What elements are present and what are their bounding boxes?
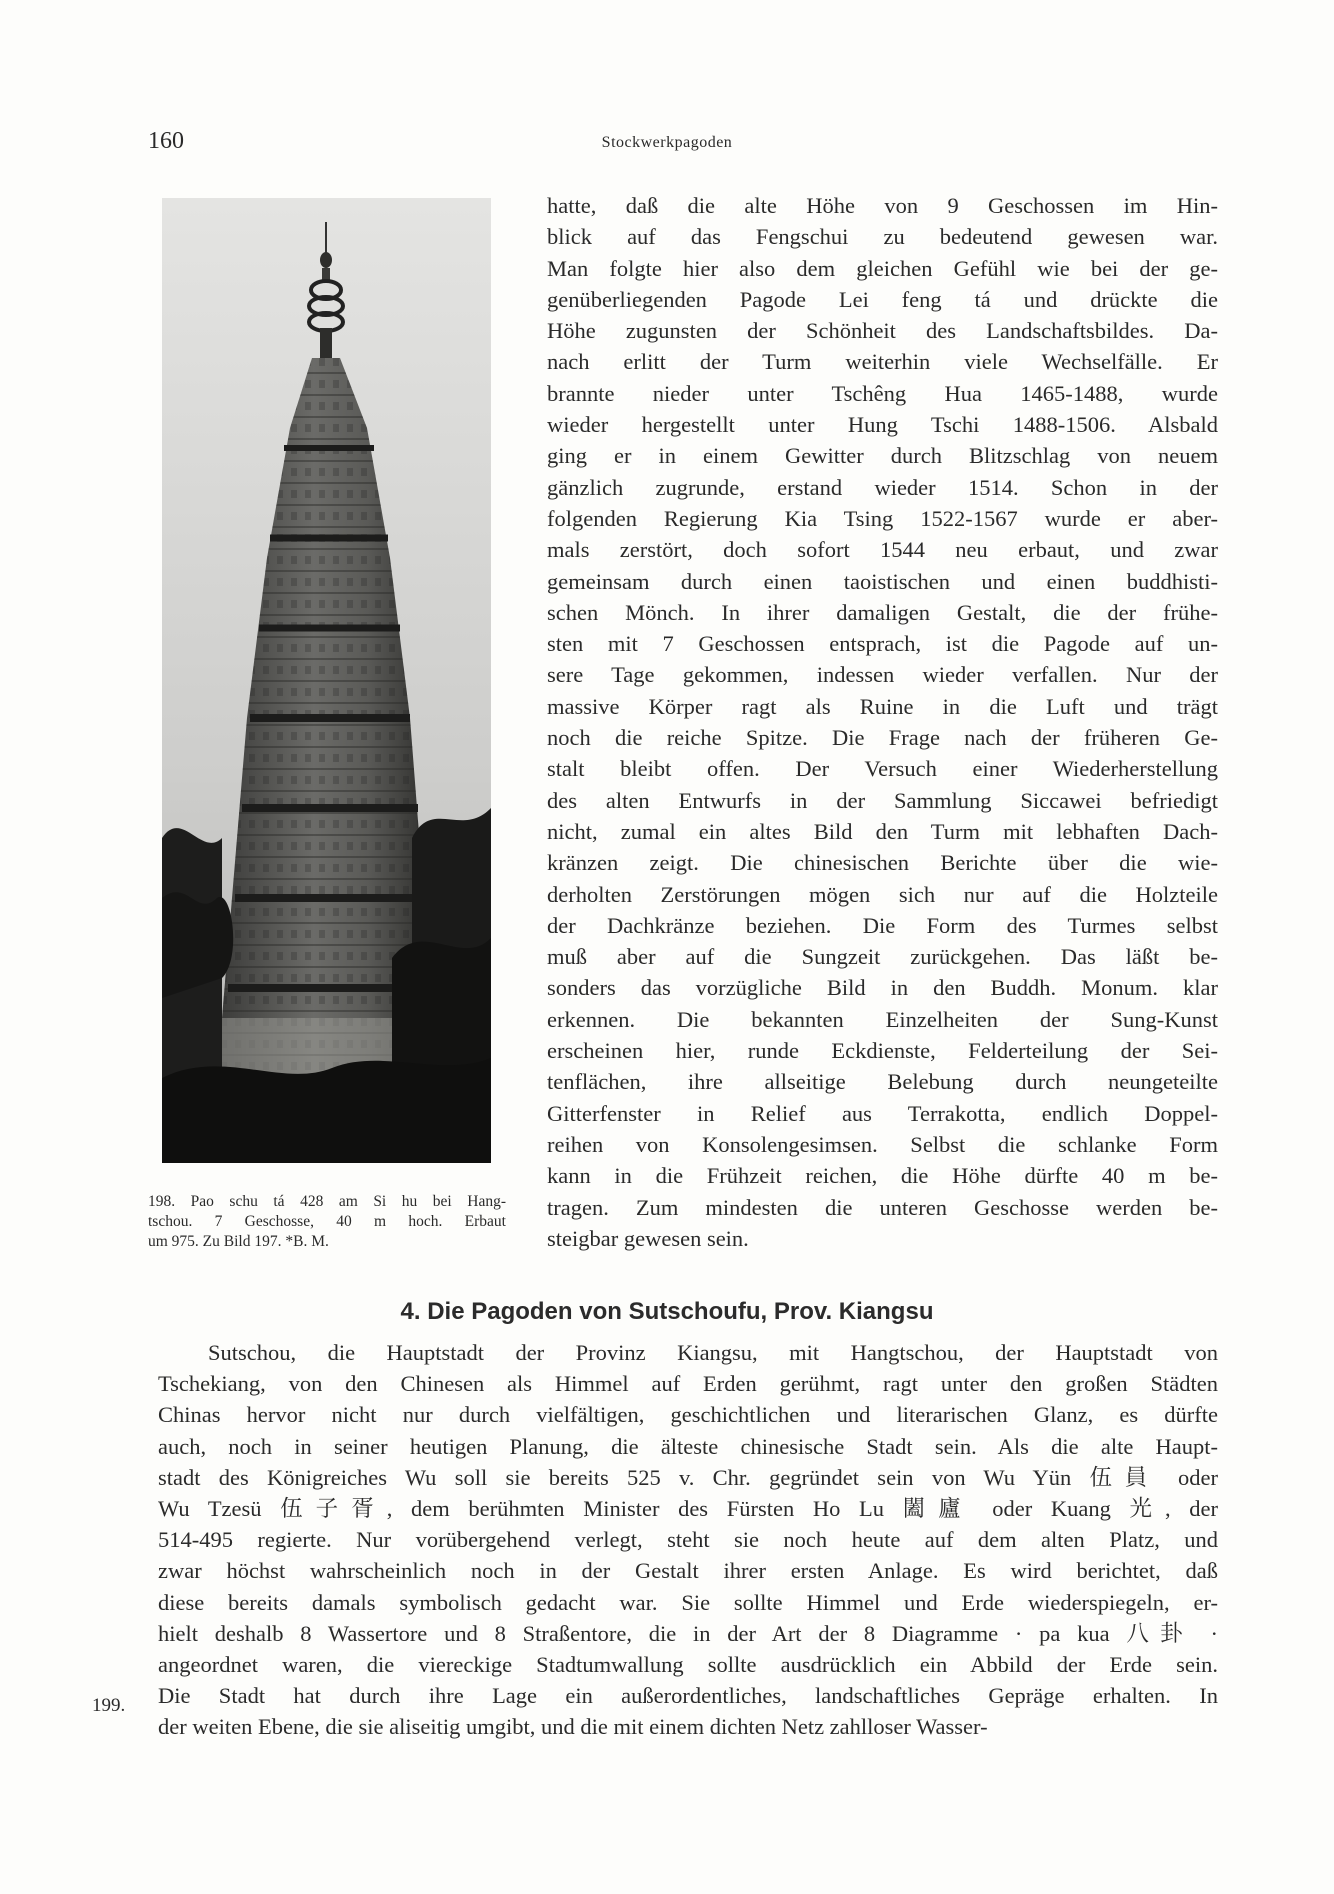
text-line: stadt des Königreiches Wu soll sie bereits 525 v. Chr. gegründet sein von Wu Yün 伍員 oder [158,1464,1218,1490]
text-line: brannte nieder unter Tschêng Hua 1465-1488, wurde [547,380,1218,406]
text-line: nicht, zumal ein altes Bild den Turm mit lebhaften Dach- [547,818,1218,844]
text-line: stalt bleibt offen. Der Versuch einer Wiederherstellung [547,756,1218,782]
caption-line: um 975. Zu Bild 197. *B. M. [148,1233,329,1250]
text-line: zwar höchst wahrscheinlich noch in der Gestalt ihrer ersten Anlage. Es wird berichtet, daß [158,1558,1218,1584]
text-line: sten mit 7 Geschossen entsprach, ist die Pagode auf un- [547,631,1218,657]
text-line: gemeinsam durch einen taoistischen und einen buddhisti- [547,568,1218,594]
text-line: ging er in einem Gewitter durch Blitzschlag von neuem [547,443,1218,469]
page-number: 160 [148,128,184,154]
text-line: erkennen. Die bekannten Einzelheiten der Sung-Kunst [547,1006,1218,1032]
text-line: Man folgte hier also dem gleichen Gefühl wie bei der ge- [547,255,1218,281]
text-line: Höhe zugunsten der Schönheit des Landschaftsbildes. Da- [547,318,1218,344]
text-line: wieder hergestellt unter Hung Tschi 1488-1506. Alsbald [547,412,1218,438]
text-line: schen Mönch. In ihrer damaligen Gestalt, die der frühe- [547,599,1218,625]
text-line: blick auf das Fengschui zu bedeutend gewesen war. [547,224,1218,250]
text-line: Die Stadt hat durch ihre Lage ein außerordentliches, landschaftliches Gepräge erhalten. In [158,1683,1218,1709]
text-line: folgenden Regierung Kia Tsing 1522-1567 wurde er aber- [547,505,1218,531]
margin-figure-reference: 199. [92,1695,126,1716]
figure-caption [148,1192,506,1252]
text-line: nach erlitt der Turm weiterhin viele Wechselfälle. Er [547,349,1218,375]
text-line: erscheinen hier, runde Eckdienste, Felderteilung der Sei- [547,1038,1218,1064]
text-line: Chinas hervor nicht nur durch vielfältigen, geschichtlichen und literarischen Glanz, es dürfte [158,1402,1218,1428]
right-column-text [547,190,1218,1254]
text-line: reihen von Konsolengesimsen. Selbst die schlanke Form [547,1131,1218,1157]
text-line: massive Körper ragt als Ruine in die Luft und trägt [547,693,1218,719]
text-line: der weiten Ebene, die sie aliseitig umgibt, und die mit einem dichten Netz zahlloser Wasser- [158,1714,988,1740]
text-line: mals zerstört, doch sofort 1544 neu erbaut, und zwar [547,537,1218,563]
text-line: 514-495 regierte. Nur vorübergehend verlegt, steht sie noch heute auf dem alten Platz, und [158,1527,1218,1553]
text-line: tenflächen, ihre allseitige Belebung durch neungeteilte [547,1069,1218,1095]
text-line: diese bereits damals symbolisch gedacht war. Sie sollte Himmel und Erde wiederspiegeln, er- [158,1589,1218,1615]
text-line: der Dachkränze beziehen. Die Form des Turmes selbst [547,912,1218,938]
pagoda-photograph [162,198,491,1163]
text-line: noch die reiche Spitze. Die Frage nach der früheren Ge- [547,725,1218,751]
text-line: kann in die Frühzeit reichen, die Höhe dürfte 40 m be- [547,1163,1218,1189]
text-line: hielt deshalb 8 Wassertore und 8 Straßentore, die in der Art der 8 Diagramme · pa kua 八卦 · [158,1620,1218,1646]
text-line: Tschekiang, von den Chinesen als Himmel auf Erden gerühmt, ragt unter den großen Städten [158,1371,1218,1397]
running-head: Stockwerkpagoden [601,134,733,151]
text-line: sere Tage gekommen, indessen wieder verfallen. Nur der [547,662,1218,688]
text-line: kränzen zeigt. Die chinesischen Berichte über die wie- [547,850,1218,876]
text-line: muß aber auf die Sungzeit zurückgehen. Das läßt be- [547,944,1218,970]
text-line: des alten Entwurfs in der Sammlung Siccawei befriedigt [547,787,1218,813]
text-line: Sutschou, die Hauptstadt der Provinz Kiangsu, mit Hangtschou, der Hauptstadt von [208,1340,1218,1365]
text-line: hatte, daß die alte Höhe von 9 Geschossen im Hin- [547,193,1218,218]
text-line: angeordnet waren, die viereckige Stadtumwallung sollte ausdrücklich ein Abbild der Erde sein. [158,1652,1218,1678]
caption-line: tschou. 7 Geschosse, 40 m hoch. Erbaut [148,1213,506,1230]
text-line: Wu Tzesü 伍子胥, dem berühmten Minister des Fürsten Ho Lu 闔廬 oder Kuang 光, der [158,1496,1218,1522]
section-body-text [158,1337,1218,1743]
text-line: genüberliegenden Pagode Lei feng tá und drückte die [547,286,1218,312]
text-line: auch, noch in seiner heutigen Planung, die älteste chinesische Stadt sein. Als die alte Haupt- [158,1433,1218,1459]
text-line: steigbar gewesen sein. [547,1225,749,1251]
section-heading: 4. Die Pagoden von Sutschoufu, Prov. Kiangsu [400,1298,934,1325]
caption-line: 198. Pao schu tá 428 am Si hu bei Hang- [148,1193,506,1210]
text-line: gänzlich zugrunde, erstand wieder 1514. Schon in der [547,474,1218,500]
text-line: sonders das vorzügliche Bild in den Buddh. Monum. klar [547,975,1218,1001]
text-line: Gitterfenster in Relief aus Terrakotta, endlich Doppel- [547,1100,1218,1126]
text-line: derholten Zerstörungen mögen sich nur auf die Holzteile [547,881,1218,907]
text-line: tragen. Zum mindesten die unteren Geschosse werden be- [547,1194,1218,1220]
